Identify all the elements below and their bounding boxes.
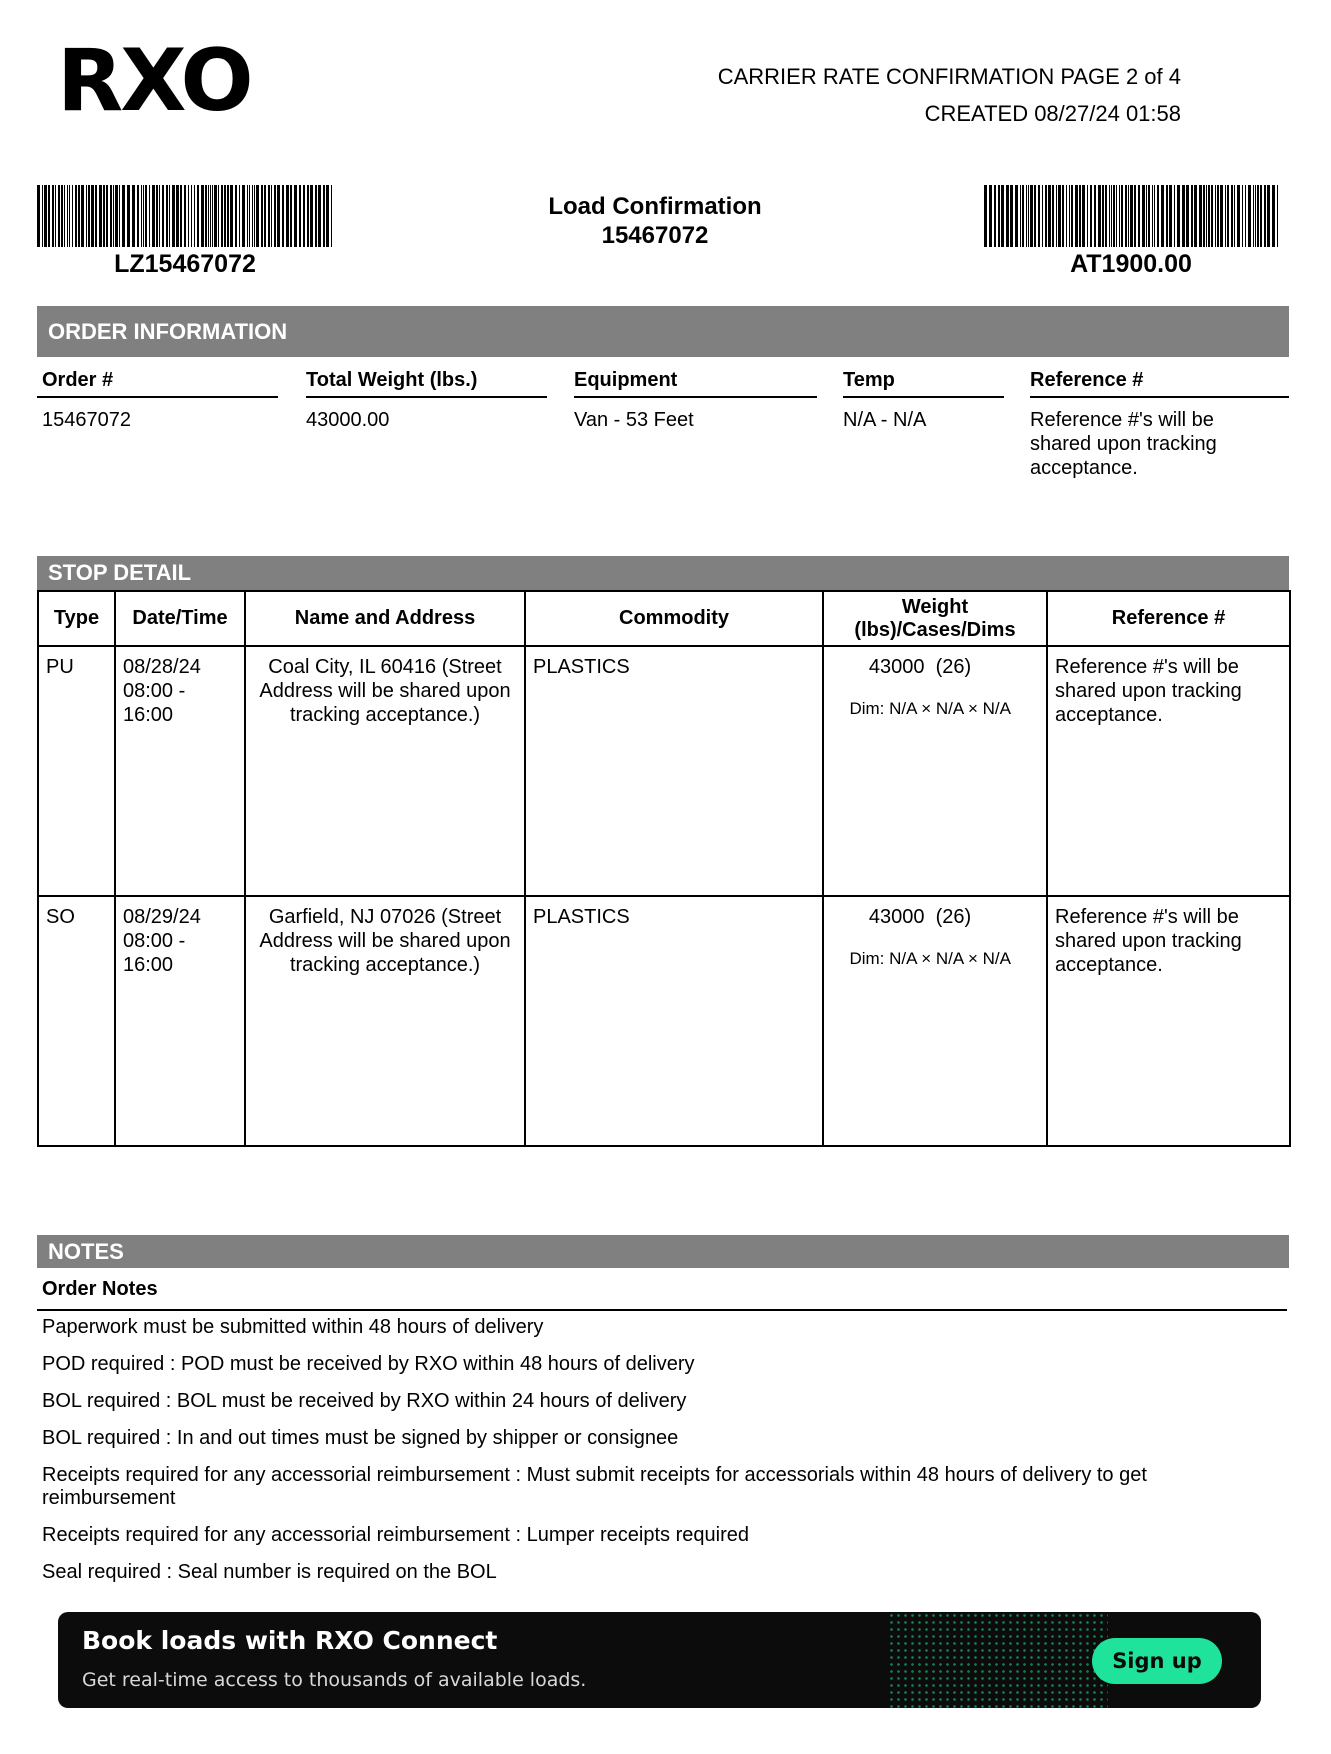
list-item: BOL required : BOL must be received by RXO within 24 hours of delivery — [42, 1390, 687, 1412]
commodity-column-header: Commodity — [525, 591, 823, 646]
type-column-header: Type — [38, 591, 115, 646]
stop-reference: Reference #'s will be shared upon tracking acceptance. — [1047, 896, 1290, 1146]
total-weight-value: 43000.00 — [306, 409, 390, 431]
order-number-value: 15467072 — [42, 409, 131, 431]
divider — [843, 396, 1004, 398]
name-address-column-header: Name and Address — [245, 591, 525, 646]
stop-dims: Dim: N/A × N/A × N/A — [849, 699, 1011, 718]
stop-time: 08:00 - 16:00 — [123, 930, 186, 976]
banner-title: Book loads with RXO Connect — [82, 1626, 498, 1655]
stop-time: 08:00 - 16:00 — [123, 680, 186, 726]
stop-datetime — [115, 646, 245, 896]
order-barcode-label: LZ15467072 — [114, 250, 256, 278]
rxo-connect-banner[interactable] — [58, 1612, 1261, 1708]
equipment-value: Van - 53 Feet — [574, 409, 694, 431]
list-item: Receipts required for any accessorial reimbursement : Lumper receipts required — [42, 1524, 749, 1546]
reference-column-header: Reference # — [1047, 591, 1290, 646]
notes-header: NOTES — [37, 1235, 1289, 1268]
stop-commodity: PLASTICS — [525, 646, 823, 896]
divider — [306, 396, 547, 398]
stop-detail-table — [37, 590, 1291, 1147]
total-weight-header: Total Weight (lbs.) — [306, 369, 478, 391]
load-confirmation-number: 15467072 — [601, 222, 709, 249]
reference-value: Reference #'s will be shared upon tracking acceptance. — [1030, 409, 1217, 479]
divider — [574, 396, 817, 398]
load-confirmation-title: Load Confirmation — [548, 193, 762, 220]
order-notes-title: Order Notes — [42, 1278, 158, 1300]
divider — [37, 396, 278, 398]
temp-value: N/A - N/A — [843, 409, 927, 431]
page-indicator: CARRIER RATE CONFIRMATION PAGE 2 of 4 — [717, 64, 1181, 89]
stop-weight: 43000 (26) — [868, 906, 972, 928]
weight-column-header: Weight (lbs)/Cases/Dims — [823, 591, 1047, 646]
stop-date: 08/29/24 — [123, 906, 201, 928]
list-item: BOL required : In and out times must be signed by shipper or consignee — [42, 1427, 679, 1449]
amount-barcode-label: AT1900.00 — [1070, 250, 1192, 278]
stop-weight: 43000 (26) — [868, 656, 972, 678]
banner-subtitle: Get real-time access to thousands of available loads. — [82, 1669, 587, 1691]
stop-datetime — [115, 896, 245, 1146]
stop-reference: Reference #'s will be shared upon tracking acceptance. — [1047, 646, 1290, 896]
table-header-row — [38, 591, 1290, 646]
order-number-header: Order # — [42, 369, 114, 391]
list-item: Paperwork must be submitted within 48 hours of delivery — [42, 1316, 544, 1338]
list-item: Seal required : Seal number is required on the BOL — [42, 1561, 497, 1583]
order-information-header: ORDER INFORMATION — [37, 306, 1289, 357]
stop-weight-cell — [823, 896, 1047, 1146]
stop-type: PU — [38, 646, 115, 896]
reference-header: Reference # — [1030, 369, 1144, 391]
stop-dims: Dim: N/A × N/A × N/A — [849, 949, 1011, 968]
amount-barcode — [984, 185, 1278, 247]
divider — [37, 1309, 1287, 1311]
rxo-logo: RXO — [57, 31, 251, 131]
created-timestamp: CREATED 08/27/24 01:58 — [924, 101, 1181, 126]
stop-detail-header: STOP DETAIL — [37, 556, 1289, 590]
stop-type: SO — [38, 896, 115, 1146]
order-notes-list — [42, 1316, 1282, 1598]
stop-date: 08/28/24 — [123, 656, 201, 678]
stop-weight-cell — [823, 646, 1047, 896]
table-row — [38, 896, 1290, 1146]
equipment-header: Equipment — [574, 369, 678, 391]
list-item: Receipts required for any accessorial reimbursement : Must submit receipts for accessorials within 48 hours of delivery to get reimbursement — [42, 1464, 1147, 1509]
banner-dot-pattern — [888, 1612, 1108, 1708]
order-barcode — [37, 185, 333, 247]
stop-name-address: Coal City, IL 60416 (Street Address will be shared upon tracking acceptance.) — [245, 646, 525, 896]
stop-commodity: PLASTICS — [525, 896, 823, 1146]
sign-up-button[interactable]: Sign up — [1092, 1638, 1222, 1684]
list-item: POD required : POD must be received by RXO within 48 hours of delivery — [42, 1353, 695, 1375]
datetime-column-header: Date/Time — [115, 591, 245, 646]
divider — [1030, 396, 1289, 398]
load-confirmation-heading — [500, 192, 810, 250]
table-row — [38, 646, 1290, 896]
stop-name-address: Garfield, NJ 07026 (Street Address will be shared upon tracking acceptance.) — [245, 896, 525, 1146]
temp-header: Temp — [843, 369, 895, 391]
